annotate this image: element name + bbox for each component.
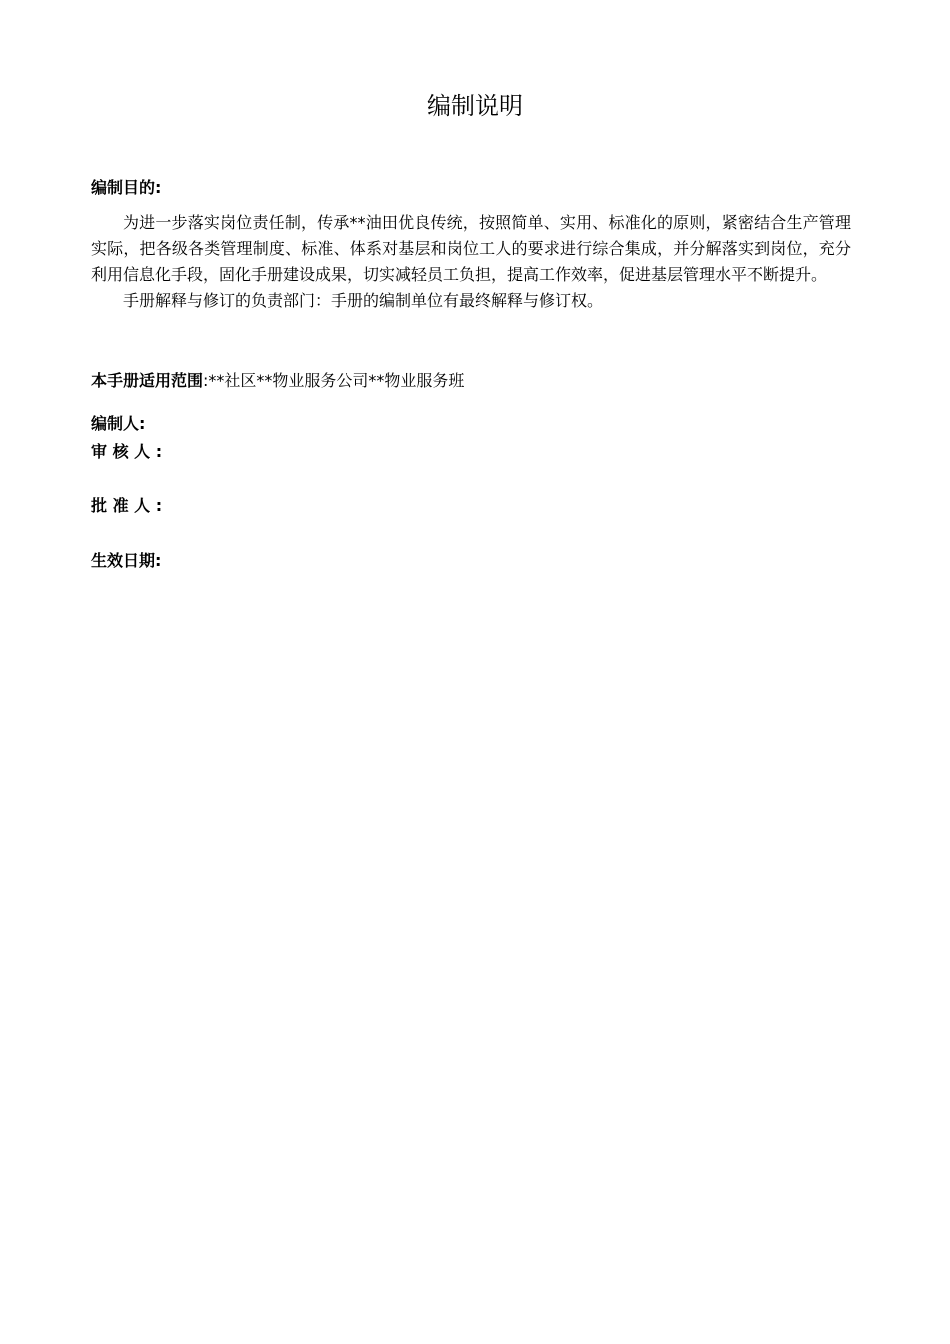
scope-line xyxy=(91,369,851,393)
scope-label: 本手册适用范围 xyxy=(91,371,204,390)
purpose-heading: 编制目的: xyxy=(91,178,162,197)
editor-label: 编制人: xyxy=(91,414,146,433)
document-title: 编制说明 xyxy=(427,92,523,120)
effective-date-label: 生效日期: xyxy=(91,551,162,570)
approver-label: 批 准 人 : xyxy=(91,496,163,515)
responsibility-paragraph: 手册解释与修订的负责部门：手册的编制单位有最终解释与修订权。 xyxy=(123,291,604,310)
purpose-body xyxy=(91,210,851,314)
reviewer-label: 审 核 人 : xyxy=(91,442,163,461)
purpose-paragraph: 为进一步落实岗位责任制，传承**油田优良传统，按照简单、实用、标准化的原则，紧密结合生产管理实际，把各级各类管理制度、标准、体系对基层和岗位工人的要求进行综合集成，并分解落实到岗位，充分利用信息化手段，固化手册建设成果，切实减轻员工负担，提高工作效率，促进基层管理水平不断提升。 xyxy=(91,213,851,284)
scope-value: :**社区**物业服务公司**物业服务班 xyxy=(203,371,465,390)
